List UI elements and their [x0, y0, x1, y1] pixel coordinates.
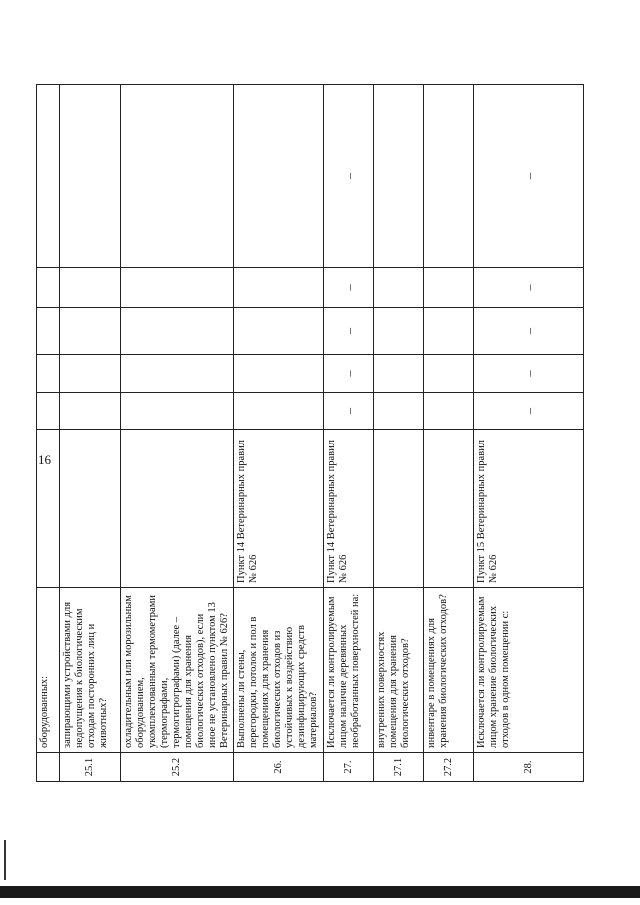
question-cell: запирающими устройствами для недопущения к биологическим отходам посторонних лиц и животных?	[60, 588, 121, 753]
answer-extra-cell: –	[474, 268, 584, 308]
requirement-cell: Пункт 14 Ветеринарных правил № 626	[324, 430, 374, 588]
answer-yes-cell	[121, 393, 234, 430]
row-number: 28.	[474, 753, 584, 782]
requirement-cell	[424, 430, 474, 588]
row-number: 26.	[234, 753, 324, 782]
row-number: 27.1	[374, 753, 424, 782]
requirement-cell	[60, 430, 121, 588]
question-cell: оборудованных:	[37, 588, 60, 753]
note-cell: –	[474, 85, 584, 268]
scan-edge-mark	[4, 840, 6, 880]
answer-na-cell	[424, 308, 474, 355]
answer-yes-cell: –	[474, 393, 584, 430]
answer-yes-cell	[424, 393, 474, 430]
answer-na-cell	[121, 308, 234, 355]
table-row	[234, 85, 324, 782]
checklist-table	[36, 84, 584, 782]
note-cell	[37, 85, 60, 268]
answer-yes-cell: –	[324, 393, 374, 430]
answer-no-cell: –	[474, 355, 584, 393]
note-cell	[234, 85, 324, 268]
answer-no-cell: –	[324, 355, 374, 393]
requirement-cell	[374, 430, 424, 588]
table-row	[324, 85, 374, 782]
requirement-cell	[37, 430, 60, 588]
table-row	[424, 85, 474, 782]
answer-no-cell	[234, 355, 324, 393]
answer-yes-cell	[60, 393, 121, 430]
answer-yes-cell	[374, 393, 424, 430]
table-row	[474, 85, 584, 782]
note-cell	[121, 85, 234, 268]
answer-no-cell	[121, 355, 234, 393]
answer-na-cell	[60, 308, 121, 355]
page-number: 16	[38, 452, 51, 467]
requirement-cell	[121, 430, 234, 588]
answer-no-cell	[37, 355, 60, 393]
row-number: 25.2	[121, 753, 234, 782]
table-row	[121, 85, 234, 782]
requirement-cell: Пункт 15 Ветеринарных правил № 626	[474, 430, 584, 588]
answer-no-cell	[374, 355, 424, 393]
answer-extra-cell	[374, 268, 424, 308]
answer-na-cell: –	[324, 308, 374, 355]
question-cell: Исключается ли контролируемым лицом хранение биологических отходов в одном помещении с:	[474, 588, 584, 753]
answer-no-cell	[424, 355, 474, 393]
question-cell: Выполнены ли стены, перегородки, потолок и пол в помещениях для хранения биологических отходов из устойчивых к воздействию дезинфицирующих средств материалов?	[234, 588, 324, 753]
question-cell: Исключается ли контролируемым лицом наличие деревянных необработанных поверхностей на:	[324, 588, 374, 753]
rotated-table-wrapper	[36, 85, 582, 782]
answer-extra-cell	[60, 268, 121, 308]
row-number: 27.2	[424, 753, 474, 782]
note-cell	[60, 85, 121, 268]
answer-extra-cell	[424, 268, 474, 308]
answer-na-cell: –	[474, 308, 584, 355]
question-cell: инвентаре в помещениях для хранения биологических отходов?	[424, 588, 474, 753]
row-number: 25.1	[60, 753, 121, 782]
answer-extra-cell	[234, 268, 324, 308]
answer-extra-cell: –	[324, 268, 374, 308]
note-cell	[374, 85, 424, 268]
answer-na-cell	[374, 308, 424, 355]
table-row	[374, 85, 424, 782]
row-number: 27.	[324, 753, 374, 782]
answer-na-cell	[37, 308, 60, 355]
answer-no-cell	[60, 355, 121, 393]
note-cell	[424, 85, 474, 268]
note-cell: –	[324, 85, 374, 268]
question-cell: внутренних поверхностях помещения для хранения биологических отходов?	[374, 588, 424, 753]
requirement-cell: Пункт 14 Ветеринарных правил № 626	[234, 430, 324, 588]
row-number	[37, 753, 60, 782]
question-cell: охладительным или морозильным оборудованием, укомплектованным термометрами (термографами, термогигрографами) (далее – помещения для хранения биологических отходов), если иное не установлено пунктом 13 Ветеринарных правил № 626?	[121, 588, 234, 753]
table-row	[37, 85, 60, 782]
scan-border-bar	[0, 886, 640, 898]
answer-yes-cell	[234, 393, 324, 430]
answer-na-cell	[234, 308, 324, 355]
answer-yes-cell	[37, 393, 60, 430]
answer-extra-cell	[121, 268, 234, 308]
table-row	[60, 85, 121, 782]
answer-extra-cell	[37, 268, 60, 308]
